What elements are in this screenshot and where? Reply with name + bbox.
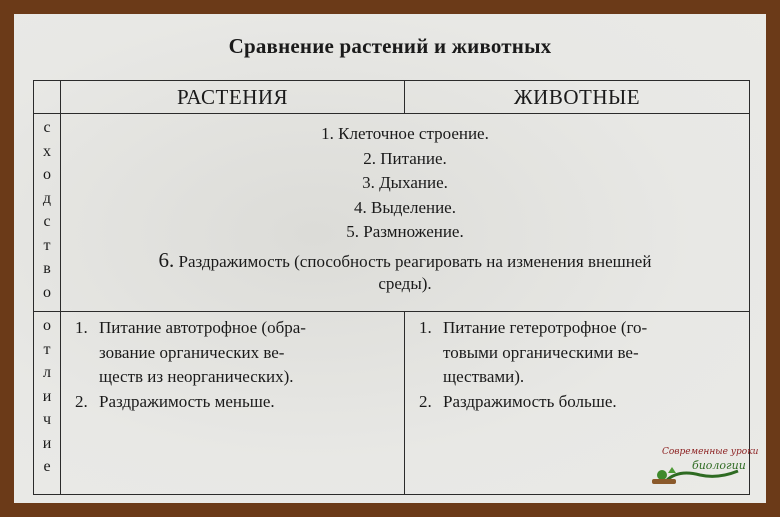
difference-label: о т л и ч и е (34, 312, 61, 495)
list-item: 1. Питание гетеротрофное (го- товыми органическими ве- ществами). (419, 318, 648, 386)
page-title: Сравнение растений и животных (228, 34, 552, 58)
similarity-label: с х о д с т в о (34, 114, 61, 312)
similarity-cell (61, 114, 750, 312)
header-plants: РАСТЕНИЯ (61, 81, 405, 114)
similarity-item: 5. Размножение. (346, 222, 464, 241)
corner-cell (34, 81, 61, 114)
similarity-item: 1. Клеточное строение. (321, 124, 489, 143)
list-item: 2. Раздражимость больше. (419, 391, 617, 411)
similarity-item: 4. Выделение. (354, 197, 456, 217)
similarity-item-irritability: 6. Раздражимость (способность реагировать на изменения внешней среды). (158, 247, 652, 293)
comparison-table (33, 80, 750, 495)
site-logo: Современные уроки биологии (648, 443, 748, 487)
similarity-item: 2. Питание. (363, 148, 447, 168)
list-item: 2. Раздражимость меньше. (75, 391, 275, 411)
header-animals: ЖИВОТНЫЕ (405, 81, 750, 114)
document-page (14, 14, 766, 503)
similarity-item: 3. Дыхание. (362, 173, 448, 192)
plants-difference-cell (61, 312, 405, 495)
list-item: 1. Питание автотрофное (обра- зование органических ве- ществ из неорганических). (75, 318, 306, 386)
